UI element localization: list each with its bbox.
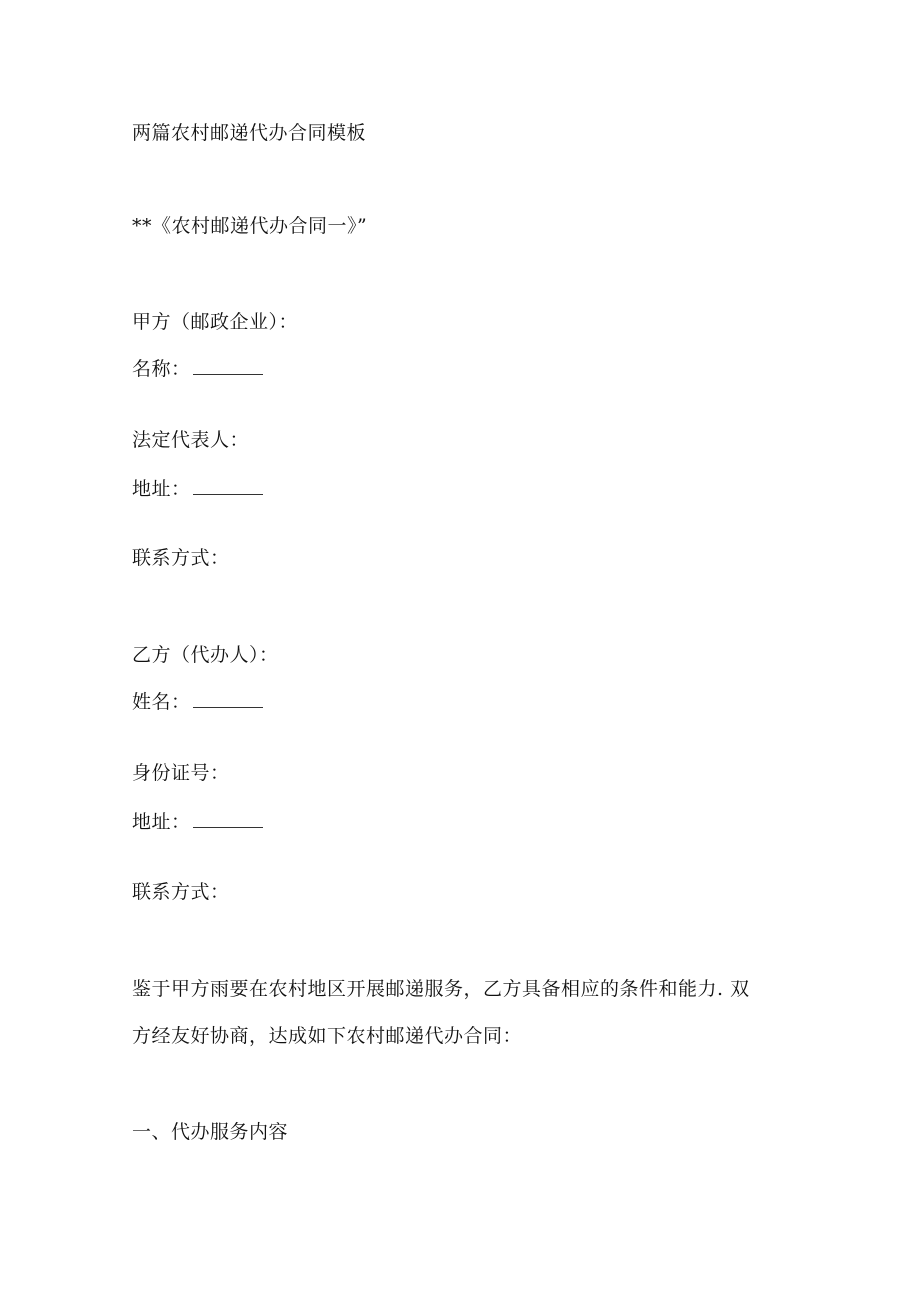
party-b-heading: 乙方（代办人）： [132, 644, 279, 666]
preamble-line-2: 方经友好协商，达成如下农村邮递代办合同： [132, 1025, 523, 1047]
party-b-address-label: 地址： [132, 811, 191, 833]
party-b-address-blank [193, 811, 263, 828]
party-b-contact-label: 联系方式： [132, 881, 230, 903]
party-b-name-blank [193, 691, 263, 708]
party-b-address-row [132, 810, 263, 834]
section-1-heading: 一、代办服务内容 [132, 1121, 289, 1143]
party-a-address-row [132, 477, 263, 501]
party-a-address-label: 地址： [132, 478, 191, 500]
party-a-name-row [132, 357, 263, 381]
party-a-heading: 甲方（邮政企业）： [132, 311, 299, 333]
party-a-name-label: 名称： [132, 358, 191, 380]
party-b-name-label: 姓名： [132, 691, 191, 713]
document-title: 两篇农村邮递代办合同模板 [132, 122, 367, 144]
party-a-contact-label: 联系方式： [132, 547, 230, 569]
party-a-rep-label: 法定代表人： [132, 429, 250, 451]
contract-subtitle: **《农村邮递代办合同一》” [132, 215, 368, 237]
party-b-name-row [132, 690, 263, 714]
party-a-name-blank [193, 358, 263, 375]
preamble-line-1: 鉴于甲方雨要在农村地区开展邮递服务，乙方具备相应的条件和能力. 双 [132, 978, 750, 1000]
party-a-address-blank [193, 478, 263, 495]
party-b-id-label: 身份证号： [132, 762, 230, 784]
